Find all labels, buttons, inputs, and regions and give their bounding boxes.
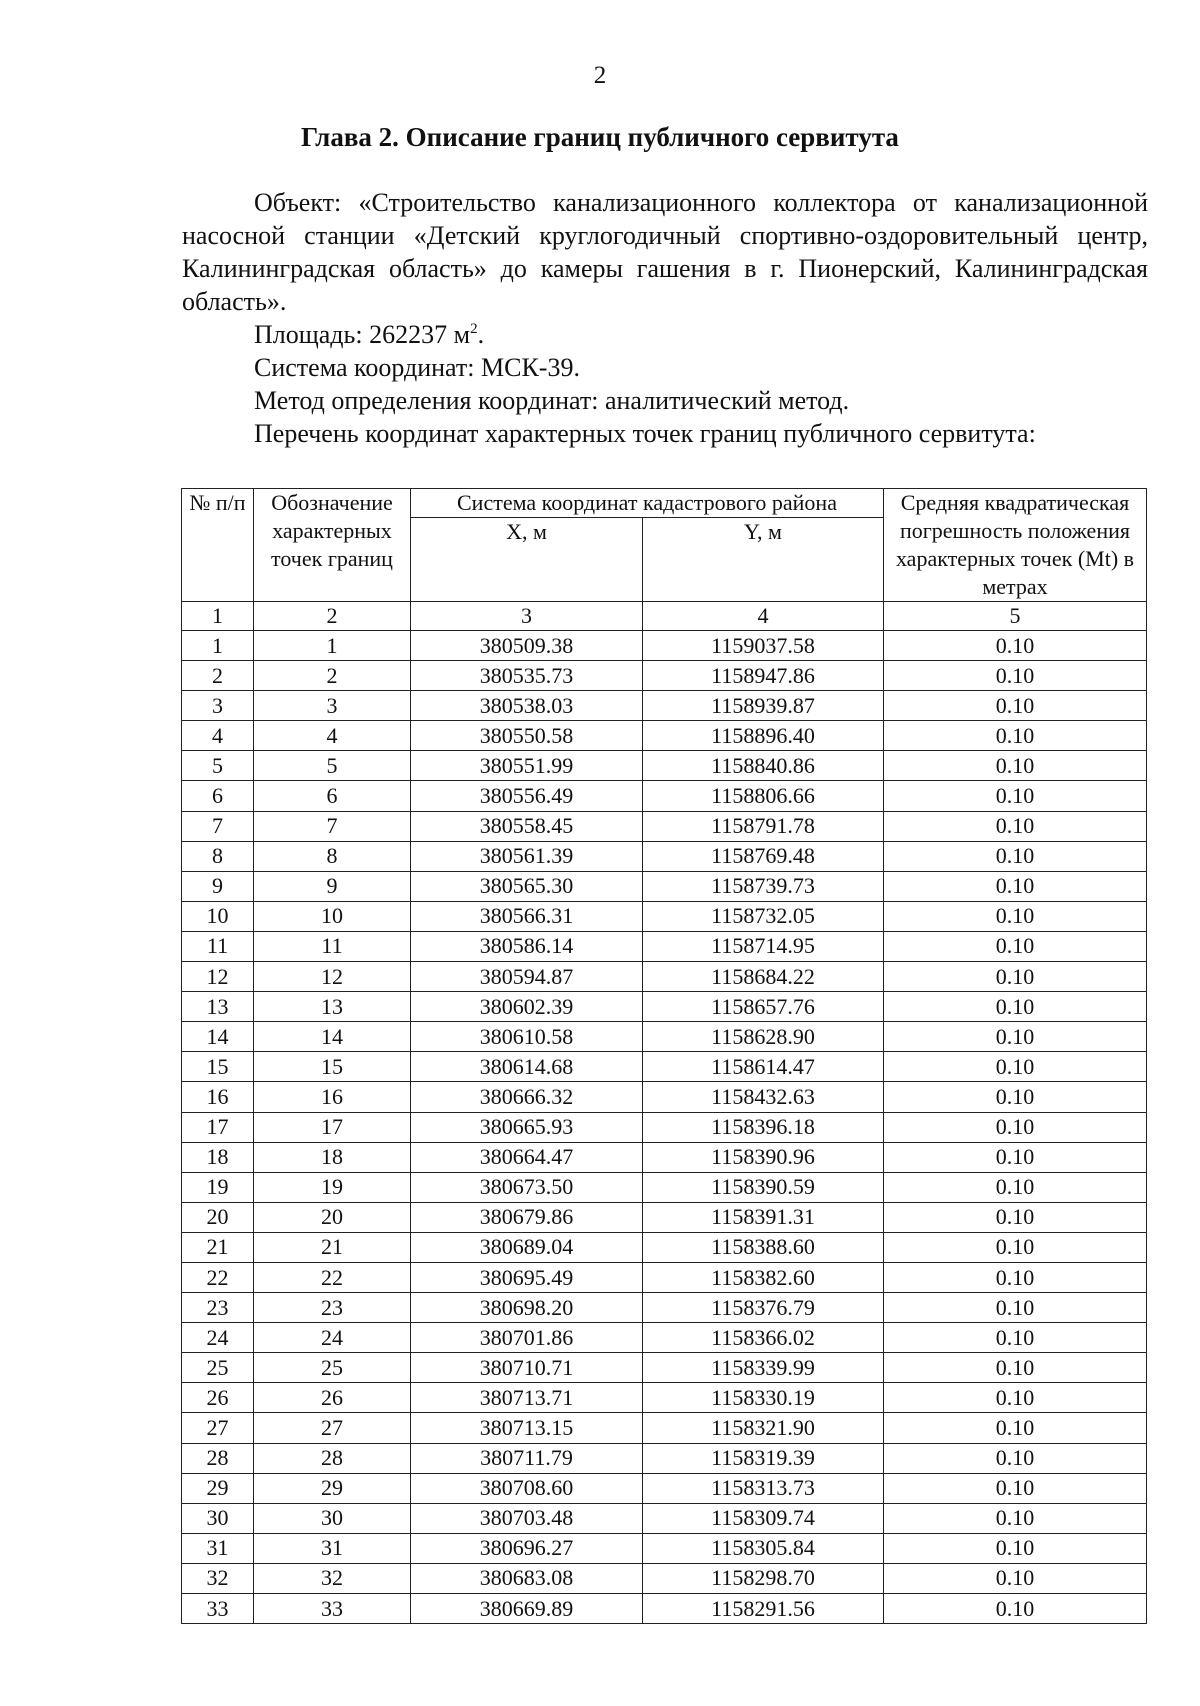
cell-point-designation: 4 xyxy=(254,721,411,751)
cell-y: 1158313.73 xyxy=(643,1473,884,1503)
cell-y: 1158628.90 xyxy=(643,1022,884,1052)
cell-x: 380556.49 xyxy=(411,781,643,811)
cell-point-designation: 16 xyxy=(254,1082,411,1112)
cell-error: 0.10 xyxy=(884,1262,1147,1292)
cell-point-designation: 25 xyxy=(254,1353,411,1383)
header-error: Средняя квадратическая погрешность положения характерных точек (Mt) в метрах xyxy=(884,489,1147,602)
cell-y: 1158769.48 xyxy=(643,841,884,871)
cell-row-number: 30 xyxy=(182,1503,254,1533)
table-row xyxy=(182,871,1147,901)
table-row xyxy=(182,1594,1147,1624)
cell-y: 1158376.79 xyxy=(643,1293,884,1323)
table-row xyxy=(182,931,1147,961)
coordinate-system-line: Система координат: МСК-39. xyxy=(254,353,580,382)
cell-point-designation: 26 xyxy=(254,1383,411,1413)
table-row xyxy=(182,1323,1147,1353)
cell-y: 1158396.18 xyxy=(643,1112,884,1142)
cell-error: 0.10 xyxy=(884,1473,1147,1503)
cell-row-number: 3 xyxy=(182,691,254,721)
cell-point-designation: 7 xyxy=(254,811,411,841)
area-text: Площадь: 262237 м xyxy=(254,320,471,349)
cell-row-number: 9 xyxy=(182,871,254,901)
table-row xyxy=(182,781,1147,811)
method-line: Метод определения координат: аналитический метод. xyxy=(254,386,850,415)
cell-point-designation: 11 xyxy=(254,931,411,961)
cell-error: 0.10 xyxy=(884,661,1147,691)
cell-error: 0.10 xyxy=(884,1323,1147,1353)
cell-y: 1158739.73 xyxy=(643,871,884,901)
table-row xyxy=(182,992,1147,1022)
chapter-title: Глава 2. Описание границ публичного сервитута xyxy=(301,122,899,152)
cell-row-number: 6 xyxy=(182,781,254,811)
table-row xyxy=(182,691,1147,721)
cell-y: 1158366.02 xyxy=(643,1323,884,1353)
cell-error: 0.10 xyxy=(884,871,1147,901)
cell-y: 1158382.60 xyxy=(643,1262,884,1292)
cell-point-designation: 19 xyxy=(254,1172,411,1202)
cell-error: 0.10 xyxy=(884,1202,1147,1232)
cell-error: 0.10 xyxy=(884,1503,1147,1533)
table-row xyxy=(182,962,1147,992)
cell-error: 0.10 xyxy=(884,1383,1147,1413)
cell-error: 0.10 xyxy=(884,1563,1147,1593)
table-row xyxy=(182,811,1147,841)
table-row xyxy=(182,1563,1147,1593)
cell-x: 380551.99 xyxy=(411,751,643,781)
cell-point-designation: 27 xyxy=(254,1413,411,1443)
cell-point-designation: 15 xyxy=(254,1052,411,1082)
cell-point-designation: 22 xyxy=(254,1262,411,1292)
cell-point-designation: 18 xyxy=(254,1142,411,1172)
cell-point-designation: 32 xyxy=(254,1563,411,1593)
cell-y: 1158305.84 xyxy=(643,1533,884,1563)
cell-row-number: 11 xyxy=(182,931,254,961)
column-number: 3 xyxy=(411,602,643,631)
cell-y: 1158432.63 xyxy=(643,1082,884,1112)
cell-point-designation: 2 xyxy=(254,661,411,691)
cell-y: 1158309.74 xyxy=(643,1503,884,1533)
cell-row-number: 15 xyxy=(182,1052,254,1082)
cell-error: 0.10 xyxy=(884,1142,1147,1172)
cell-error: 0.10 xyxy=(884,1232,1147,1262)
cell-error: 0.10 xyxy=(884,901,1147,931)
page-number: 2 xyxy=(593,62,607,89)
cell-y: 1159037.58 xyxy=(643,631,884,661)
cell-y: 1158791.78 xyxy=(643,811,884,841)
cell-y: 1158390.59 xyxy=(643,1172,884,1202)
cell-row-number: 33 xyxy=(182,1594,254,1624)
cell-y: 1158947.86 xyxy=(643,661,884,691)
cell-point-designation: 6 xyxy=(254,781,411,811)
cell-row-number: 17 xyxy=(182,1112,254,1142)
coordinates-table xyxy=(181,488,1147,1624)
table-row xyxy=(182,1142,1147,1172)
cell-point-designation: 3 xyxy=(254,691,411,721)
cell-x: 380673.50 xyxy=(411,1172,643,1202)
cell-error: 0.10 xyxy=(884,1172,1147,1202)
cell-x: 380550.58 xyxy=(411,721,643,751)
cell-x: 380683.08 xyxy=(411,1563,643,1593)
cell-x: 380710.71 xyxy=(411,1353,643,1383)
cell-row-number: 31 xyxy=(182,1533,254,1563)
cell-x: 380558.45 xyxy=(411,811,643,841)
table-row xyxy=(182,1082,1147,1112)
cell-error: 0.10 xyxy=(884,751,1147,781)
cell-error: 0.10 xyxy=(884,841,1147,871)
cell-point-designation: 29 xyxy=(254,1473,411,1503)
cell-x: 380708.60 xyxy=(411,1473,643,1503)
cell-error: 0.10 xyxy=(884,1353,1147,1383)
header-y: Y, м xyxy=(643,518,884,602)
cell-row-number: 21 xyxy=(182,1232,254,1262)
cell-error: 0.10 xyxy=(884,1533,1147,1563)
cell-row-number: 8 xyxy=(182,841,254,871)
cell-error: 0.10 xyxy=(884,1413,1147,1443)
cell-y: 1158614.47 xyxy=(643,1052,884,1082)
cell-y: 1158840.86 xyxy=(643,751,884,781)
column-number: 5 xyxy=(884,602,1147,631)
cell-point-designation: 1 xyxy=(254,631,411,661)
table-row xyxy=(182,901,1147,931)
cell-point-designation: 31 xyxy=(254,1533,411,1563)
object-description: Объект: «Строительство канализационного коллектора от канализационной насосной станции «Детский круглогодичный спортивно-оздоровительный центр, Калининградская область» до камеры гашения в г. Пионерский, Калининградская область». xyxy=(182,188,1148,316)
cell-y: 1158684.22 xyxy=(643,962,884,992)
cell-row-number: 14 xyxy=(182,1022,254,1052)
header-coordinate-system: Система координат кадастрового района xyxy=(411,489,884,518)
cell-error: 0.10 xyxy=(884,992,1147,1022)
cell-row-number: 13 xyxy=(182,992,254,1022)
cell-y: 1158298.70 xyxy=(643,1563,884,1593)
cell-point-designation: 20 xyxy=(254,1202,411,1232)
cell-x: 380695.49 xyxy=(411,1262,643,1292)
cell-error: 0.10 xyxy=(884,1112,1147,1142)
cell-point-designation: 13 xyxy=(254,992,411,1022)
cell-y: 1158390.96 xyxy=(643,1142,884,1172)
cell-x: 380698.20 xyxy=(411,1293,643,1323)
cell-x: 380689.04 xyxy=(411,1232,643,1262)
table-row xyxy=(182,1262,1147,1292)
cell-y: 1158732.05 xyxy=(643,901,884,931)
cell-row-number: 23 xyxy=(182,1293,254,1323)
cell-row-number: 4 xyxy=(182,721,254,751)
cell-y: 1158321.90 xyxy=(643,1413,884,1443)
cell-row-number: 26 xyxy=(182,1383,254,1413)
cell-x: 380696.27 xyxy=(411,1533,643,1563)
cell-row-number: 22 xyxy=(182,1262,254,1292)
cell-y: 1158806.66 xyxy=(643,781,884,811)
cell-error: 0.10 xyxy=(884,721,1147,751)
cell-y: 1158319.39 xyxy=(643,1443,884,1473)
cell-row-number: 29 xyxy=(182,1473,254,1503)
table-row xyxy=(182,1172,1147,1202)
header-x: X, м xyxy=(411,518,643,602)
table-row xyxy=(182,1503,1147,1533)
cell-x: 380713.15 xyxy=(411,1413,643,1443)
cell-error: 0.10 xyxy=(884,811,1147,841)
table-row xyxy=(182,1473,1147,1503)
cell-row-number: 27 xyxy=(182,1413,254,1443)
cell-row-number: 5 xyxy=(182,751,254,781)
cell-x: 380509.38 xyxy=(411,631,643,661)
cell-row-number: 19 xyxy=(182,1172,254,1202)
cell-x: 380535.73 xyxy=(411,661,643,691)
table-row xyxy=(182,1293,1147,1323)
cell-point-designation: 24 xyxy=(254,1323,411,1353)
table-row xyxy=(182,1052,1147,1082)
cell-point-designation: 30 xyxy=(254,1503,411,1533)
area-superscript: 2 xyxy=(470,321,478,337)
cell-point-designation: 17 xyxy=(254,1112,411,1142)
cell-row-number: 7 xyxy=(182,811,254,841)
cell-row-number: 18 xyxy=(182,1142,254,1172)
cell-x: 380713.71 xyxy=(411,1383,643,1413)
table-row xyxy=(182,631,1147,661)
cell-point-designation: 9 xyxy=(254,871,411,901)
cell-point-designation: 14 xyxy=(254,1022,411,1052)
column-number: 1 xyxy=(182,602,254,631)
table-row xyxy=(182,1202,1147,1232)
cell-x: 380665.93 xyxy=(411,1112,643,1142)
cell-row-number: 28 xyxy=(182,1443,254,1473)
table-row xyxy=(182,1443,1147,1473)
cell-error: 0.10 xyxy=(884,781,1147,811)
table-row xyxy=(182,1533,1147,1563)
cell-row-number: 32 xyxy=(182,1563,254,1593)
cell-x: 380610.58 xyxy=(411,1022,643,1052)
cell-x: 380565.30 xyxy=(411,871,643,901)
cell-error: 0.10 xyxy=(884,1443,1147,1473)
cell-y: 1158391.31 xyxy=(643,1202,884,1232)
cell-x: 380586.14 xyxy=(411,931,643,961)
area-suffix: . xyxy=(477,320,485,349)
column-number-row xyxy=(182,602,1147,631)
cell-point-designation: 23 xyxy=(254,1293,411,1323)
cell-error: 0.10 xyxy=(884,931,1147,961)
cell-row-number: 20 xyxy=(182,1202,254,1232)
table-row xyxy=(182,1353,1147,1383)
table-row xyxy=(182,1232,1147,1262)
cell-error: 0.10 xyxy=(884,1052,1147,1082)
cell-row-number: 25 xyxy=(182,1353,254,1383)
list-title: Перечень координат характерных точек границ публичного сервитута: xyxy=(254,419,1036,448)
cell-x: 380703.48 xyxy=(411,1503,643,1533)
cell-x: 380614.68 xyxy=(411,1052,643,1082)
header-designation: Обозначение характерных точек границ xyxy=(254,489,411,602)
cell-x: 380566.31 xyxy=(411,901,643,931)
table-row xyxy=(182,1413,1147,1443)
cell-point-designation: 28 xyxy=(254,1443,411,1473)
cell-x: 380664.47 xyxy=(411,1142,643,1172)
cell-x: 380711.79 xyxy=(411,1443,643,1473)
cell-point-designation: 8 xyxy=(254,841,411,871)
cell-row-number: 1 xyxy=(182,631,254,661)
cell-y: 1158339.99 xyxy=(643,1353,884,1383)
column-number: 4 xyxy=(643,602,884,631)
cell-row-number: 16 xyxy=(182,1082,254,1112)
cell-row-number: 2 xyxy=(182,661,254,691)
cell-error: 0.10 xyxy=(884,631,1147,661)
cell-point-designation: 10 xyxy=(254,901,411,931)
cell-row-number: 24 xyxy=(182,1323,254,1353)
cell-error: 0.10 xyxy=(884,1293,1147,1323)
cell-error: 0.10 xyxy=(884,1022,1147,1052)
cell-error: 0.10 xyxy=(884,691,1147,721)
cell-y: 1158330.19 xyxy=(643,1383,884,1413)
header-num: № п/п xyxy=(182,489,254,602)
table-row xyxy=(182,1112,1147,1142)
cell-y: 1158657.76 xyxy=(643,992,884,1022)
cell-x: 380701.86 xyxy=(411,1323,643,1353)
table-row xyxy=(182,751,1147,781)
cell-error: 0.10 xyxy=(884,1082,1147,1112)
cell-x: 380666.32 xyxy=(411,1082,643,1112)
cell-x: 380679.86 xyxy=(411,1202,643,1232)
cell-x: 380538.03 xyxy=(411,691,643,721)
cell-point-designation: 21 xyxy=(254,1232,411,1262)
cell-x: 380561.39 xyxy=(411,841,643,871)
cell-y: 1158388.60 xyxy=(643,1232,884,1262)
cell-point-designation: 33 xyxy=(254,1594,411,1624)
table-row xyxy=(182,841,1147,871)
cell-x: 380669.89 xyxy=(411,1594,643,1624)
table-row xyxy=(182,1383,1147,1413)
cell-x: 380594.87 xyxy=(411,962,643,992)
table-row xyxy=(182,721,1147,751)
table-row xyxy=(182,661,1147,691)
column-number: 2 xyxy=(254,602,411,631)
cell-y: 1158714.95 xyxy=(643,931,884,961)
document-body xyxy=(182,186,1148,450)
cell-error: 0.10 xyxy=(884,1594,1147,1624)
cell-y: 1158896.40 xyxy=(643,721,884,751)
table-row xyxy=(182,1022,1147,1052)
area-line xyxy=(182,318,1148,351)
cell-row-number: 12 xyxy=(182,962,254,992)
cell-point-designation: 5 xyxy=(254,751,411,781)
cell-row-number: 10 xyxy=(182,901,254,931)
cell-y: 1158939.87 xyxy=(643,691,884,721)
cell-error: 0.10 xyxy=(884,962,1147,992)
cell-x: 380602.39 xyxy=(411,992,643,1022)
coordinates-table-body xyxy=(182,631,1147,1624)
cell-point-designation: 12 xyxy=(254,962,411,992)
cell-y: 1158291.56 xyxy=(643,1594,884,1624)
